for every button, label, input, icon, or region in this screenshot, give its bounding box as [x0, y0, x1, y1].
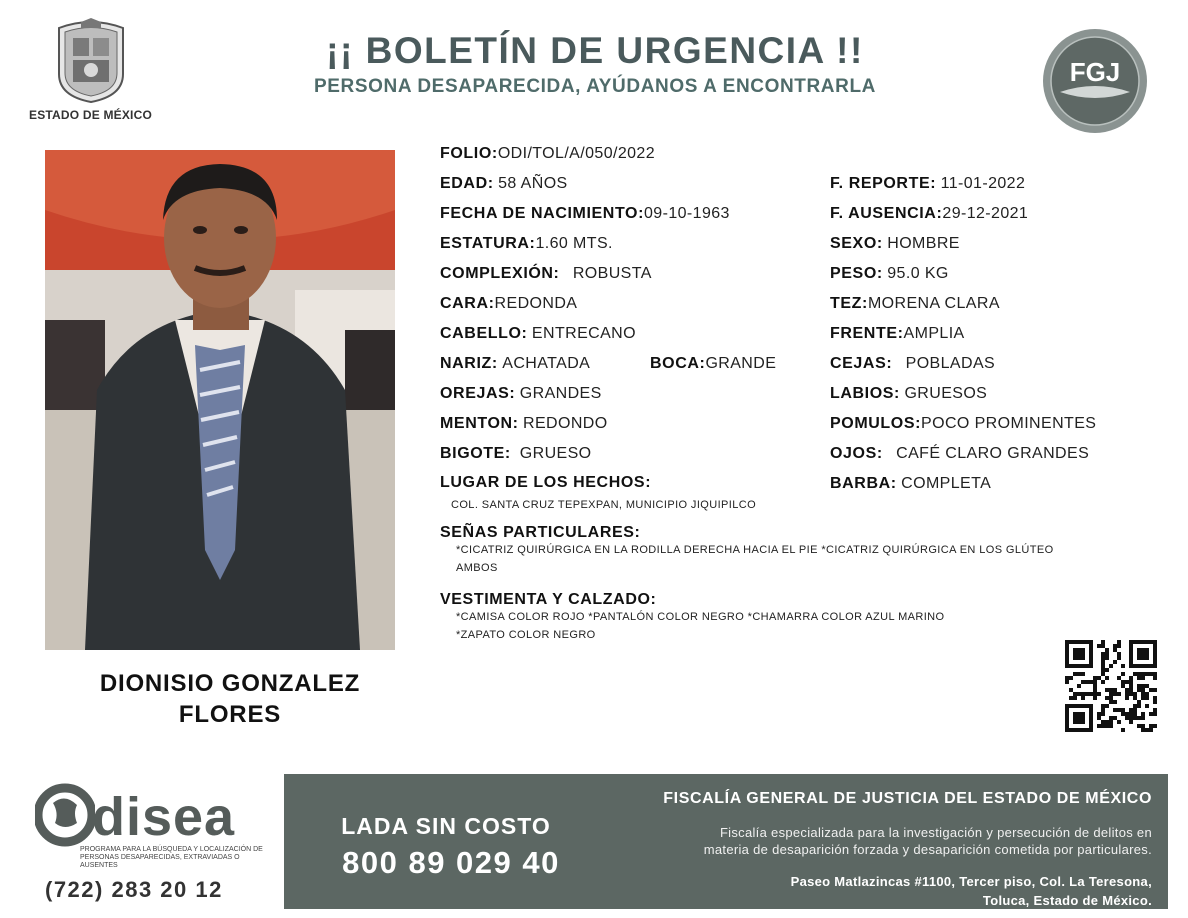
fiscalia-desc-line1: Fiscalía especializada para la investigación y persecución de delitos en	[719, 825, 1152, 840]
vestimenta-line2: *ZAPATO COLOR NEGRO	[456, 629, 596, 641]
fgj-logo	[1040, 26, 1150, 136]
odisea-phone[interactable]: (722) 283 20 12	[45, 877, 223, 902]
field-label: LABIOS:	[830, 385, 900, 402]
field-value: MORENA CLARA	[867, 295, 1000, 312]
address-line2: Toluca, Estado de México.	[982, 893, 1152, 908]
field-value: POBLADAS	[905, 355, 996, 372]
person-name-line2: FLORES	[178, 701, 282, 728]
field-value: 29-12-2021	[942, 205, 1029, 222]
fiscalia-title: FISCALÍA GENERAL DE JUSTICIA DEL ESTADO DE MÉXICO	[663, 790, 1152, 807]
state-label: ESTADO DE MÉXICO	[29, 108, 152, 122]
person-name-line1: DIONISIO GONZALEZ	[99, 670, 361, 697]
field-label: OJOS:	[830, 445, 883, 462]
field-sexo	[830, 234, 960, 254]
field-label: BARBA:	[830, 475, 897, 492]
field-f-reporte	[830, 174, 1025, 194]
field-label: MENTON:	[440, 415, 519, 432]
field-complexion	[440, 264, 652, 284]
field-cejas	[830, 354, 995, 374]
bulletin-title: ¡¡ BOLETÍN DE URGENCIA !!	[326, 30, 864, 71]
fiscalia-description	[600, 824, 1152, 858]
lugar-heading: LUGAR DE LOS HECHOS:	[440, 474, 652, 491]
field-value: 09-10-1963	[644, 205, 730, 222]
field-value: 95.0 KG	[887, 265, 949, 282]
field-value: GRANDE	[705, 355, 777, 372]
field-menton	[440, 414, 608, 434]
senas-line2: AMBOS	[456, 562, 498, 574]
field-value: HOMBRE	[887, 235, 960, 252]
field-cabello	[440, 324, 636, 344]
field-label: ESTATURA:	[440, 235, 536, 252]
lugar-value: COL. SANTA CRUZ TEPEXPAN, MUNICIPIO JIQUIPILCO	[451, 499, 757, 511]
senas-line1: *CICATRIZ QUIRÚRGICA EN LA RODILLA DERECHA HACIA EL PIE *CICATRIZ QUIRÚRGICA EN LOS GLÚTEO	[456, 544, 1054, 556]
field-cara	[440, 294, 577, 314]
missing-person-photo	[45, 150, 395, 650]
field-label: POMULOS:	[830, 415, 922, 432]
field-value: REDONDO	[523, 415, 608, 432]
field-label: FRENTE:	[830, 325, 904, 342]
field-label: F. REPORTE:	[830, 175, 937, 192]
field-label: EDAD:	[440, 175, 494, 192]
coat-of-arms-icon	[51, 18, 131, 104]
field-barba	[830, 474, 991, 494]
senas-heading: SEÑAS PARTICULARES:	[440, 524, 641, 541]
field-label: SEXO:	[830, 235, 883, 252]
field-value: 58 AÑOS	[498, 175, 568, 192]
field-value: CAFÉ CLARO GRANDES	[896, 445, 1090, 462]
field-boca	[650, 354, 776, 374]
field-label: COMPLEXIÓN:	[440, 265, 560, 282]
field-labios	[830, 384, 987, 404]
field-value: REDONDA	[494, 295, 578, 312]
lada-sin-costo-label: LADA SIN COSTO	[341, 813, 551, 839]
field-label: TEZ:	[830, 295, 868, 312]
field-value: POCO PROMINENTES	[921, 415, 1097, 432]
field-folio	[440, 144, 655, 164]
fiscalia-address	[600, 872, 1152, 910]
fiscalia-desc-line2: materia de desaparición forzada y desaparición cometida por particulares.	[703, 842, 1152, 857]
field-bigote	[440, 444, 592, 464]
field-value: 11-01-2022	[940, 175, 1026, 192]
field-ojos	[830, 444, 1089, 464]
field-value: AMPLIA	[903, 325, 965, 342]
field-tez	[830, 294, 1000, 314]
field-peso	[830, 264, 949, 284]
field-label: BOCA:	[650, 355, 706, 372]
field-estatura	[440, 234, 613, 254]
field-label: CABELLO:	[440, 325, 528, 342]
field-f-ausencia	[830, 204, 1028, 224]
qr-code[interactable]	[1065, 640, 1157, 732]
lada-phone-number[interactable]: 800 89 029 40	[342, 845, 560, 880]
field-frente	[830, 324, 965, 344]
field-edad	[440, 174, 568, 194]
field-label: FOLIO:	[440, 145, 498, 162]
field-value: COMPLETA	[901, 475, 992, 492]
field-nariz	[440, 354, 590, 374]
field-fecha-nacimiento	[440, 204, 730, 224]
field-label: PESO:	[830, 265, 883, 282]
field-label: NARIZ:	[440, 355, 498, 372]
field-pomulos	[830, 414, 1096, 434]
address-line1: Paseo Matlazincas #1100, Tercer piso, Col. La Teresona,	[790, 874, 1152, 889]
odisea-wordmark: disea	[92, 787, 236, 847]
vestimenta-heading: VESTIMENTA Y CALZADO:	[440, 591, 657, 608]
field-label: BIGOTE:	[440, 445, 511, 462]
field-value: GRUESOS	[904, 385, 988, 402]
estado-de-mexico-logo	[28, 18, 153, 130]
field-value: ACHATADA	[502, 355, 591, 372]
field-label: CARA:	[440, 295, 495, 312]
vestimenta-line1: *CAMISA COLOR ROJO *PANTALÓN COLOR NEGRO *CHAMARRA COLOR AZUL MARINO	[456, 611, 945, 623]
field-value: GRANDES	[519, 385, 602, 402]
field-label: OREJAS:	[440, 385, 516, 402]
field-label: CEJAS:	[830, 355, 893, 372]
field-label: FECHA DE NACIMIENTO:	[440, 205, 644, 222]
person-name	[45, 668, 415, 730]
bulletin-subtitle: PERSONA DESAPARECIDA, AYÚDANOS A ENCONTRARLA	[314, 76, 876, 97]
field-value: ROBUSTA	[572, 265, 652, 282]
field-value: ENTRECANO	[531, 325, 636, 342]
field-label: F. AUSENCIA:	[830, 205, 943, 222]
odisea-caption: PROGRAMA PARA LA BÚSQUEDA Y LOCALIZACIÓN DE PERSONAS DESAPARECIDAS, EXTRAVIADAS O AUSENTES	[80, 846, 263, 869]
odisea-map-icon	[35, 783, 95, 853]
field-value: ODI/TOL/A/050/2022	[497, 145, 656, 162]
field-value: GRUESO	[519, 445, 592, 462]
fgj-logo-text: FGJ	[1069, 57, 1121, 87]
field-value: 1.60 MTS.	[535, 235, 613, 252]
field-orejas	[440, 384, 602, 404]
